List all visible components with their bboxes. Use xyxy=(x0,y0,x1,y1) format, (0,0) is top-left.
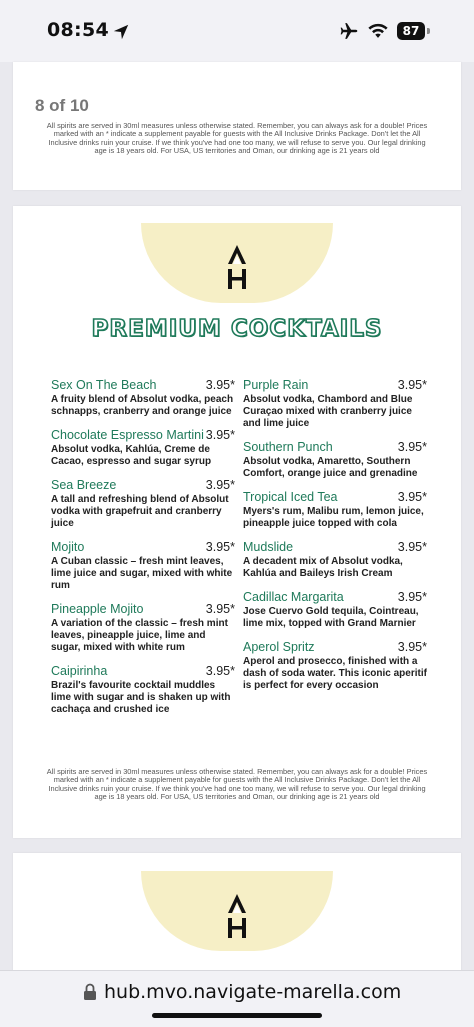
menu-item-price: 3.95* xyxy=(397,640,427,654)
battery-nub xyxy=(427,28,430,34)
menu-item-description: Aperol and prosecco, finished with a dash of soda water. This iconic aperitif is perfect for every occasion xyxy=(243,656,427,691)
menu-item-name: Pineapple Mojito xyxy=(51,602,144,616)
menu-page-premium-cocktails xyxy=(13,206,461,838)
home-indicator[interactable] xyxy=(152,1013,322,1018)
menu-item xyxy=(243,490,427,530)
menu-item xyxy=(51,540,235,592)
page-indicator: 8 of 10 xyxy=(35,96,89,115)
menu-item xyxy=(243,590,427,630)
menu-item-price: 3.95* xyxy=(205,378,235,392)
menu-item xyxy=(51,428,235,468)
menu-item-description: A Cuban classic – fresh mint leaves, lime juice and sugar, mixed with white rum xyxy=(51,556,233,591)
menu-item-price: 3.95* xyxy=(205,664,235,678)
menu-item-price: 3.95* xyxy=(397,378,427,392)
menu-item-price: 3.95* xyxy=(397,440,427,454)
menu-item xyxy=(243,378,427,430)
menu-page-previous xyxy=(13,62,461,190)
menu-item-name: Purple Rain xyxy=(243,378,309,392)
menu-item-price: 3.95* xyxy=(205,602,235,616)
menu-page-next xyxy=(13,853,461,973)
menu-item-description: A fruity blend of Absolut vodka, peach schnapps, cranberry and orange juice xyxy=(51,394,234,417)
menu-item xyxy=(51,478,235,530)
menu-item-name: Tropical Iced Tea xyxy=(243,490,338,504)
airplane-icon xyxy=(338,21,360,41)
footnote-text: All spirits are served in 30ml measures unless otherwise stated. Remember, you can always ask for a double! Prices marked with an * indicate a supplement payable for guests with the All Inclusive Drinks Package. Don't let the All Inclusive drinks ruin your cruise. If we think you've had one too many, we will refuse to serve you. Our legal drinking age is 18 years old. For USA, US territories and Oman, our drinking age is 21 years old xyxy=(46,121,428,156)
menu-item-name: Caipirinha xyxy=(51,664,108,678)
status-bar xyxy=(0,0,474,62)
menu-item-name: Sea Breeze xyxy=(51,478,117,492)
menu-item xyxy=(51,664,235,716)
menu-item-name: Chocolate Espresso Martini xyxy=(51,428,204,442)
location-arrow-icon xyxy=(112,23,130,41)
menu-item-description: Absolut vodka, Kahlúa, Creme de Cacao, espresso and sugar syrup xyxy=(51,444,212,467)
menu-item-description: A tall and refreshing blend of Absolut vodka with grapefruit and cranberry juice xyxy=(51,494,229,529)
menu-item-description: Absolut vodka, Chambord and Blue Curaçao mixed with cranberry juice and lime juice xyxy=(243,394,413,429)
menu-item-name: Sex On The Beach xyxy=(51,378,157,392)
menu-item-price: 3.95* xyxy=(397,540,427,554)
menu-item-name: Aperol Spritz xyxy=(243,640,315,654)
menu-item xyxy=(243,640,427,692)
menu-item xyxy=(243,540,427,580)
menu-item-description: Jose Cuervo Gold tequila, Cointreau, lime mix, topped with Grand Marnier xyxy=(243,606,419,629)
url-text[interactable]: hub.mvo.navigate-marella.com xyxy=(104,981,402,1003)
brand-logo-icon xyxy=(225,244,249,290)
menu-item-price: 3.95* xyxy=(205,540,235,554)
wifi-icon xyxy=(367,22,389,39)
menu-item-name: Mojito xyxy=(51,540,85,554)
menu-item-price: 3.95* xyxy=(397,490,427,504)
menu-item-description: Myers's rum, Malibu rum, lemon juice, pineapple juice topped with cola xyxy=(243,506,424,529)
menu-item-name: Southern Punch xyxy=(243,440,333,454)
lock-icon xyxy=(83,983,97,1001)
menu-item xyxy=(51,602,235,654)
menu-item-description: Absolut vodka, Amaretto, Southern Comfort, orange juice and grenadine xyxy=(243,456,418,479)
menu-item xyxy=(243,440,427,480)
menu-item-name: Mudslide xyxy=(243,540,294,554)
menu-item-price: 3.95* xyxy=(205,478,235,492)
brand-logo-icon xyxy=(225,893,249,939)
status-time: 08:54 xyxy=(47,19,109,41)
menu-item-name: Cadillac Margarita xyxy=(243,590,344,604)
menu-item-description: A decadent mix of Absolut vodka, Kahlúa and Baileys Irish Cream xyxy=(243,556,403,579)
menu-item-price: 3.95* xyxy=(397,590,427,604)
menu-column-right xyxy=(243,378,427,702)
menu-item xyxy=(51,378,235,418)
menu-column-left xyxy=(51,378,235,726)
page-title: PREMIUM COCKTAILS xyxy=(91,316,383,342)
footnote-text: All spirits are served in 30ml measures unless otherwise stated. Remember, you can always ask for a double! Prices marked with an * indicate a supplement payable for guests with the All Inclusive Drinks Package. Don't let the All Inclusive drinks ruin your cruise. If we think you've had one too many, we will refuse to serve you. Our legal drinking age is 18 years old. For USA, US territories and Oman, our drinking age is 21 years old xyxy=(46,767,428,802)
menu-item-description: A variation of the classic – fresh mint leaves, pineapple juice, lime and sugar, mixed with white rum xyxy=(51,618,228,653)
menu-item-price: 3.95* xyxy=(205,428,235,442)
battery-level: 87 xyxy=(397,22,425,40)
browser-url-bar[interactable] xyxy=(0,970,474,1027)
menu-item-description: Brazil's favourite cocktail muddles lime with sugar and is shaken up with cachaça and crushed ice xyxy=(51,680,231,715)
